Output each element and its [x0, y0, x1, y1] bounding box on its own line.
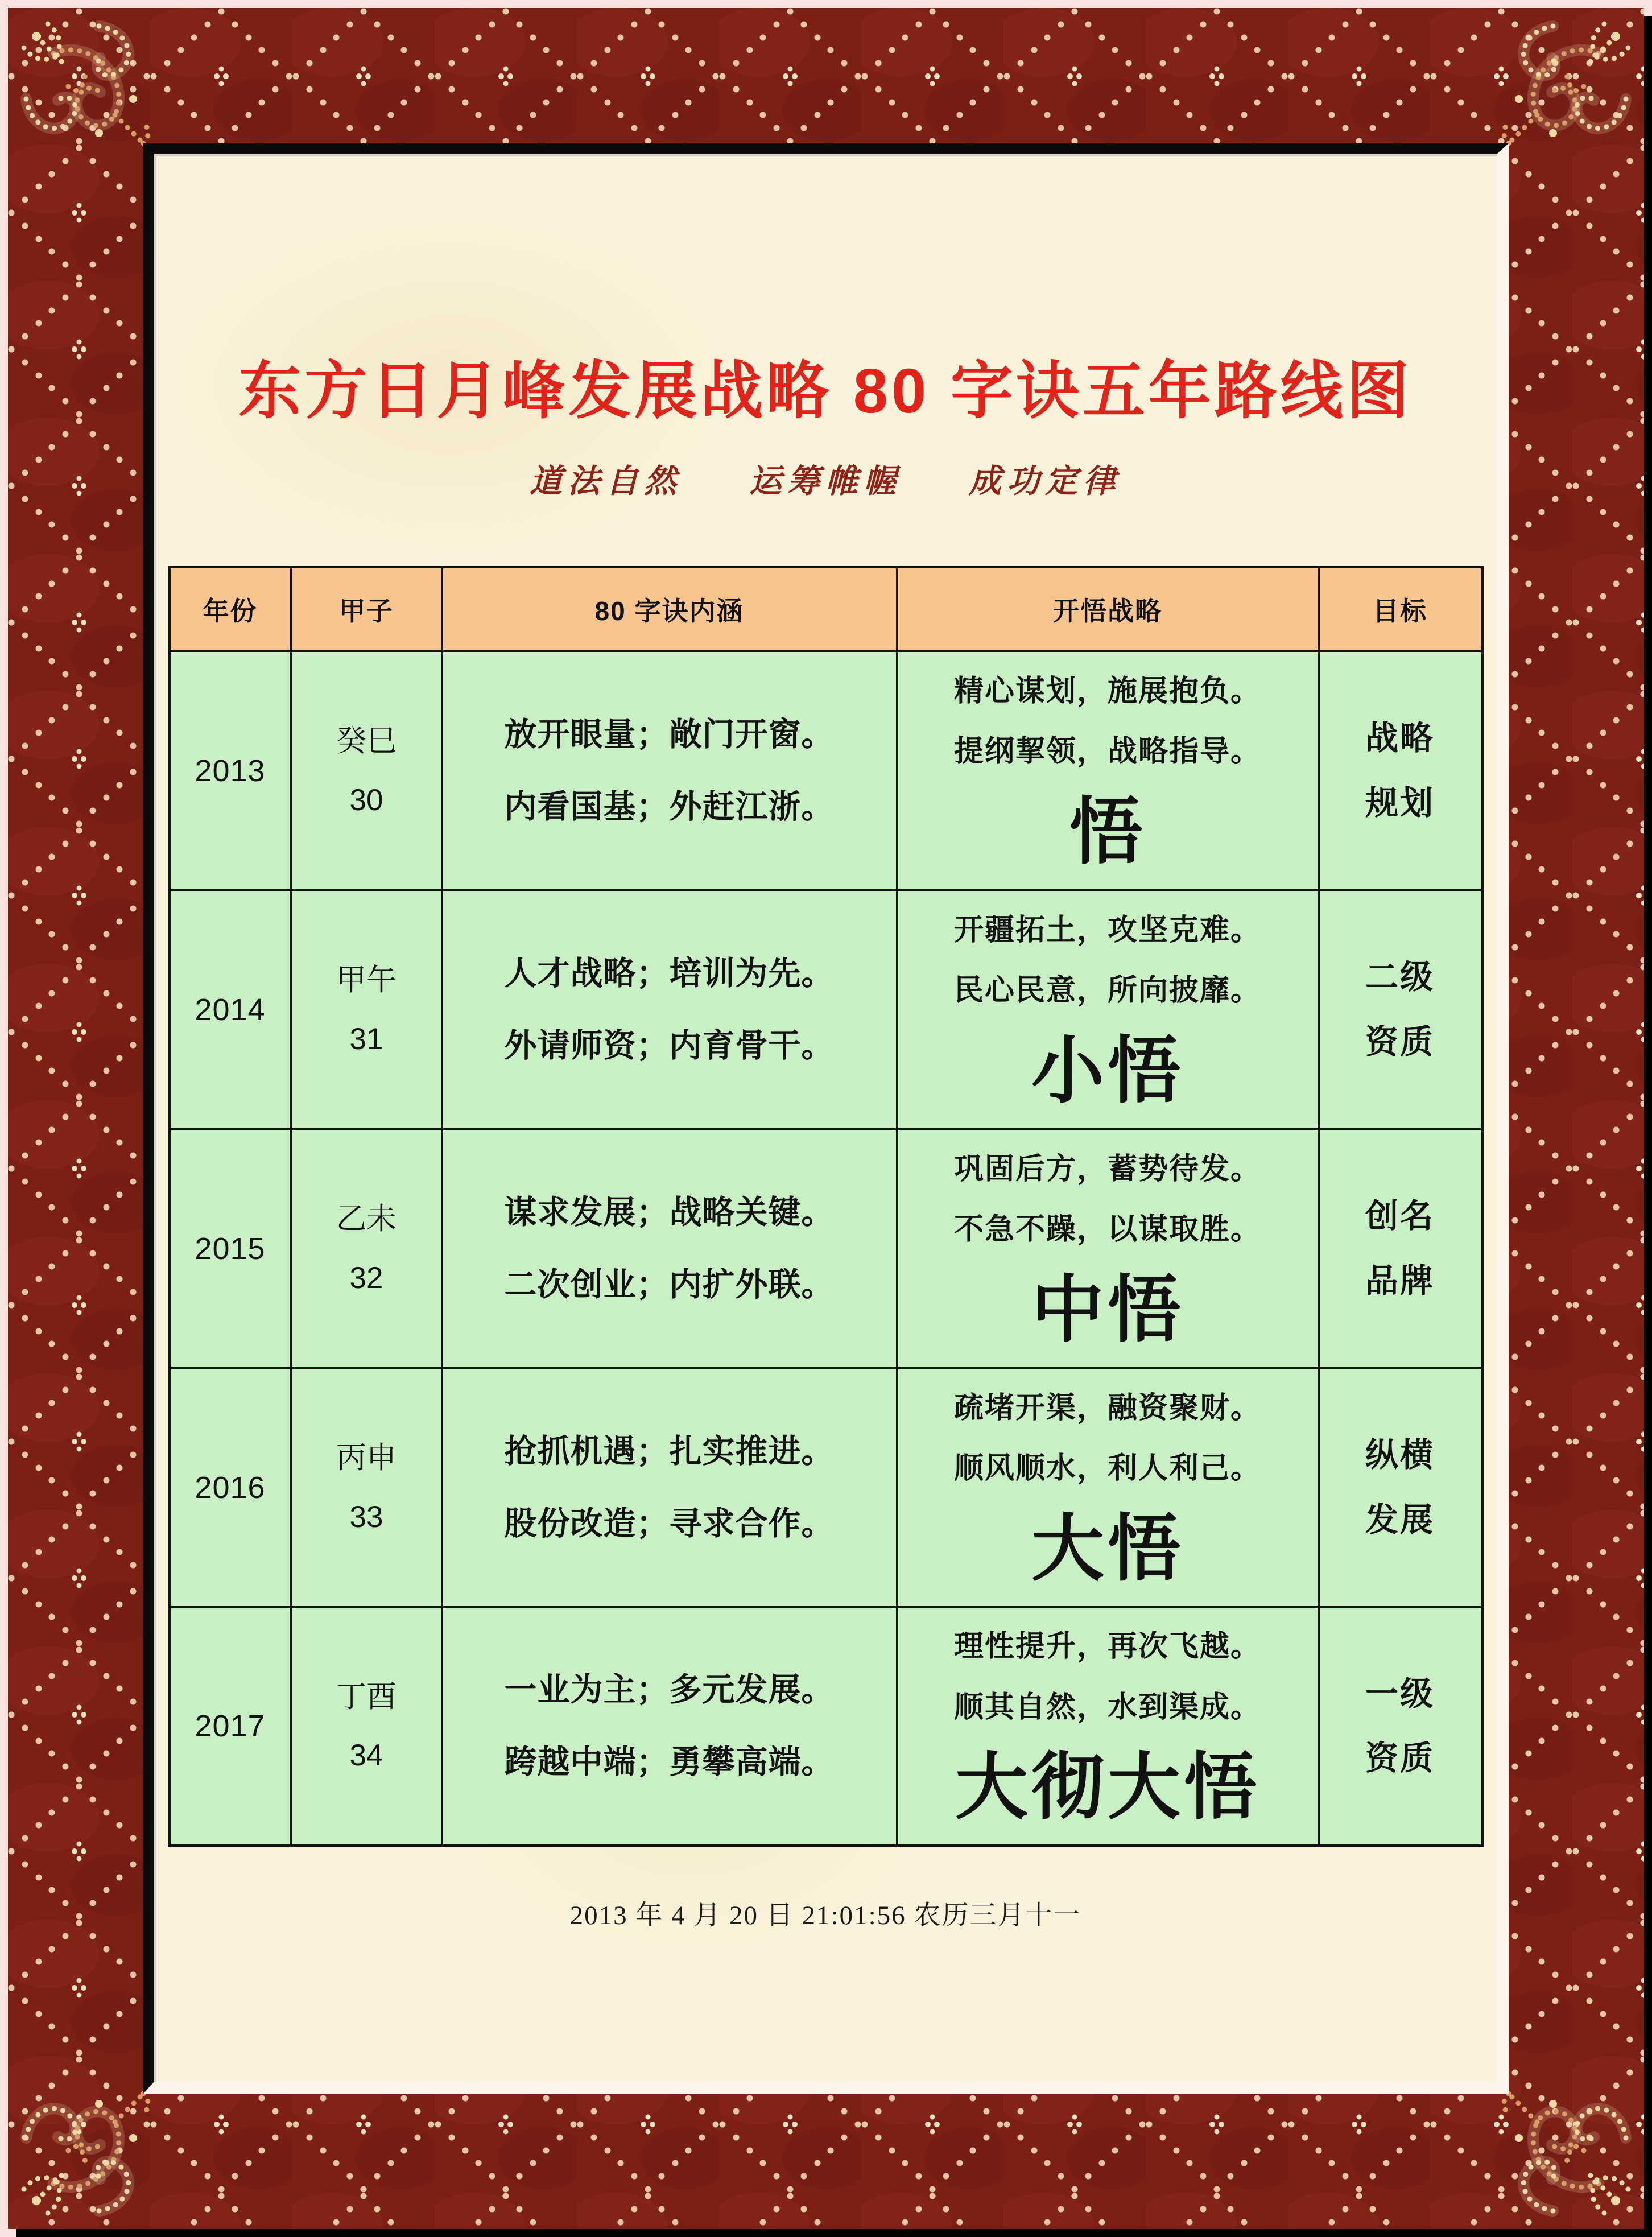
- text-line: 跨越中端；勇攀高端。: [504, 1744, 835, 1780]
- strategy-cell: [897, 651, 1319, 890]
- text-line: 33: [349, 1500, 383, 1534]
- poster-frame: [8, 8, 1644, 2229]
- page-subtitle: [154, 455, 1497, 502]
- text-line: 战略: [1365, 720, 1435, 757]
- header-strategy: 开悟战略: [897, 567, 1319, 651]
- text-line: 乙未: [336, 1202, 397, 1236]
- year-cell: 2015: [169, 1129, 291, 1368]
- text-line: 资质: [1365, 1740, 1435, 1777]
- text-line: 品牌: [1365, 1262, 1435, 1299]
- inner-mat: [143, 143, 1509, 2094]
- roadmap-table: [168, 566, 1484, 1847]
- text-line: 开疆拓土，攻坚克难。: [953, 914, 1261, 947]
- text-line: 精心谋划，施展抱负。: [953, 675, 1261, 708]
- text-line: 二次创业；内扩外联。: [504, 1266, 835, 1303]
- target-cell: [1319, 1129, 1482, 1368]
- table-header-row: [169, 567, 1482, 651]
- page-title: 东方日月峰发展战略 80 字诀五年路线图: [238, 356, 1413, 426]
- text-line: 发展: [1365, 1501, 1435, 1538]
- text-line: 资质: [1365, 1023, 1435, 1060]
- table-row: [169, 1607, 1482, 1846]
- strategy-cell: [897, 1129, 1319, 1368]
- text-line: 提纲挈领，战略指导。: [953, 736, 1261, 769]
- text-line: 抢抓机遇；扎实推进。: [504, 1433, 835, 1470]
- enlightenment-word: 大悟: [1031, 1508, 1184, 1590]
- neihan-cell: [442, 651, 897, 890]
- table-row: [169, 890, 1482, 1129]
- text-line: 巩固后方，蓄势待发。: [953, 1153, 1261, 1186]
- text-line: 31: [349, 1022, 383, 1056]
- enlightenment-word: 小悟: [1031, 1030, 1184, 1112]
- text-line: 32: [349, 1261, 383, 1295]
- text-line: 创名: [1365, 1198, 1435, 1235]
- text-line: 纵横: [1365, 1437, 1435, 1474]
- text-line: 丙申: [336, 1441, 397, 1475]
- target-cell: [1319, 651, 1482, 890]
- text-line: 30: [349, 783, 383, 817]
- text-line: 一业为主；多元发展。: [504, 1671, 835, 1708]
- subtitle-phrase: 运筹帷幄: [749, 464, 902, 500]
- enlightenment-word: 悟: [1069, 791, 1146, 873]
- neihan-cell: [442, 1368, 897, 1607]
- header-jiazi: 甲子: [291, 567, 442, 651]
- table-row: [169, 1368, 1482, 1607]
- text-line: 人才战略；培训为先。: [504, 955, 835, 992]
- strategy-cell: [897, 890, 1319, 1129]
- text-line: 民心民意，所向披靡。: [953, 975, 1261, 1008]
- text-line: 顺风顺水，利人利己。: [953, 1452, 1261, 1485]
- text-line: 甲午: [336, 963, 397, 997]
- text-line: 外请师资；内育骨干。: [504, 1027, 835, 1064]
- text-line: 不急不躁，以谋取胜。: [953, 1214, 1261, 1247]
- target-cell: [1319, 890, 1482, 1129]
- text-line: 一级: [1365, 1675, 1435, 1712]
- timestamp: 2013 年 4 月 20 日 21:01:56 农历三月十一: [569, 1901, 1081, 1930]
- text-line: 股份改造；寻求合作。: [504, 1505, 835, 1542]
- strategy-cell: [897, 1607, 1319, 1846]
- target-cell: [1319, 1607, 1482, 1846]
- neihan-cell: [442, 1129, 897, 1368]
- table-row: [169, 651, 1482, 890]
- year-cell: 2013: [169, 651, 291, 890]
- text-line: 内看国基；外赶江浙。: [504, 788, 835, 825]
- text-line: 放开眼量；敞门开窗。: [504, 716, 835, 753]
- text-line: 丁酉: [336, 1679, 397, 1714]
- header-year: 年份: [169, 567, 291, 651]
- document-content: [154, 154, 1497, 2082]
- enlightenment-word: 大彻大悟: [955, 1747, 1260, 1829]
- subtitle-phrase: 成功定律: [969, 464, 1121, 500]
- text-line: 34: [349, 1739, 383, 1772]
- jiazi-cell: [291, 1129, 442, 1368]
- year-cell: 2017: [169, 1607, 291, 1846]
- jiazi-cell: [291, 890, 442, 1129]
- jiazi-cell: [291, 1368, 442, 1607]
- neihan-cell: [442, 1607, 897, 1846]
- jiazi-cell: [291, 651, 442, 890]
- text-line: 癸巳: [336, 724, 397, 758]
- year-cell: 2016: [169, 1368, 291, 1607]
- jiazi-cell: [291, 1607, 442, 1846]
- target-cell: [1319, 1368, 1482, 1607]
- header-target: 目标: [1319, 567, 1482, 651]
- text-line: 谋求发展；战略关键。: [504, 1194, 835, 1231]
- text-line: 二级: [1365, 959, 1435, 996]
- text-line: 规划: [1365, 784, 1435, 822]
- subtitle-phrase: 道法自然: [530, 464, 682, 500]
- text-line: 理性提升，再次飞越。: [953, 1631, 1261, 1664]
- neihan-cell: [442, 890, 897, 1129]
- enlightenment-word: 中悟: [1031, 1269, 1184, 1351]
- year-cell: 2014: [169, 890, 291, 1129]
- header-neihan: 80 字诀内涵: [442, 567, 897, 651]
- text-line: 顺其自然，水到渠成。: [953, 1691, 1261, 1724]
- table-row: [169, 1129, 1482, 1368]
- text-line: 疏堵开渠，融资聚财。: [953, 1392, 1261, 1425]
- strategy-cell: [897, 1368, 1319, 1607]
